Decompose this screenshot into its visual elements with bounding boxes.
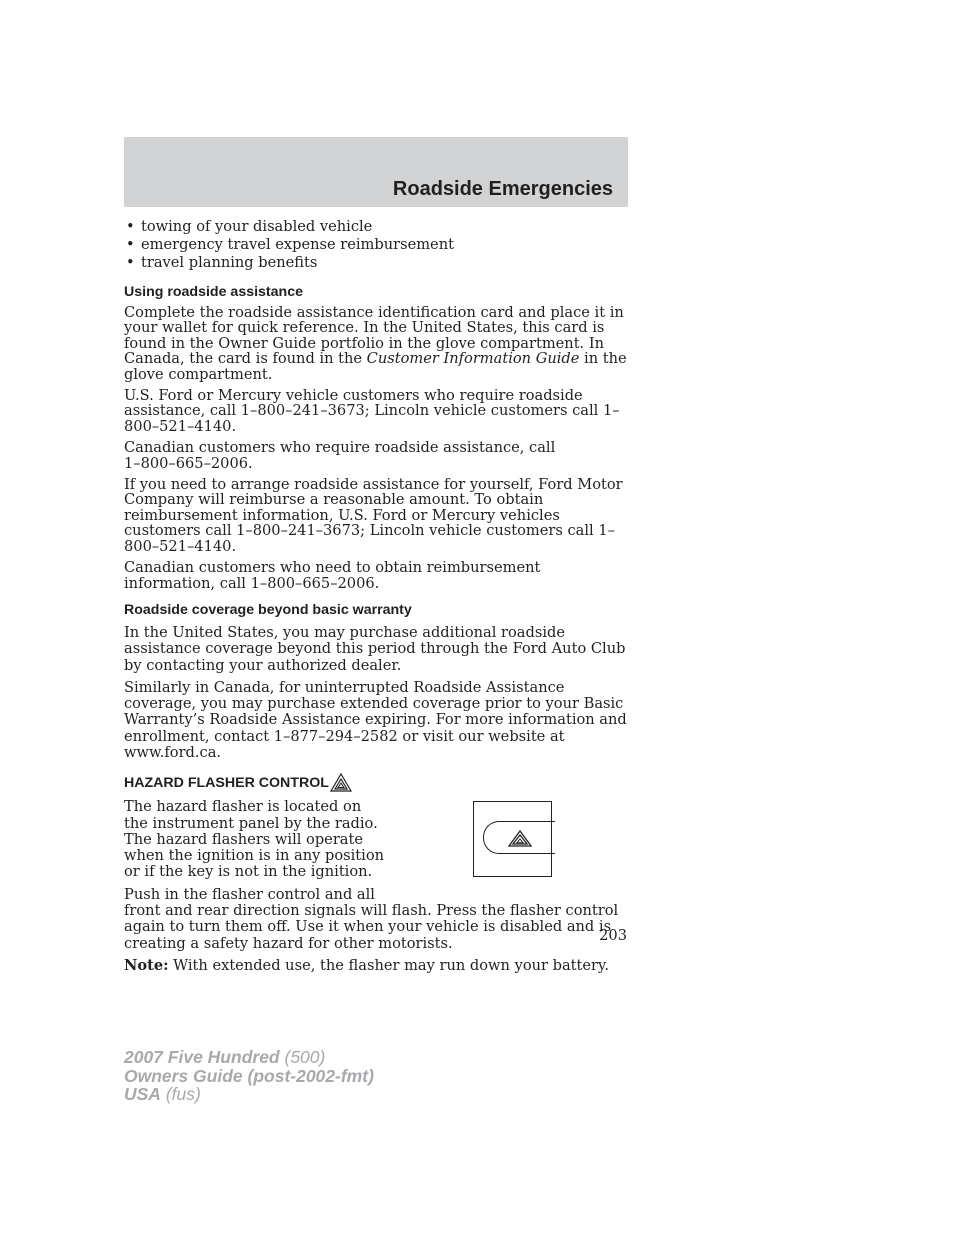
paragraph-hazard-push-rest: front and rear direction signals will flash. Press the flasher control again to turn them off. Use it when your vehicle is disabled and is creating a safety hazard for other motorists. bbox=[124, 902, 619, 952]
paragraph-canada-reimbursement: Canadian customers who need to obtain reimbursement information, call 1–800–665–2006. bbox=[124, 559, 541, 592]
footer-guide-line: Owners Guide (post-2002-fmt) bbox=[124, 1065, 374, 1086]
heading-hazard-flasher-control: HAZARD FLASHER CONTROL bbox=[124, 773, 630, 792]
paragraph-canada-coverage: Similarly in Canada, for uninterrupted Roadside Assistance coverage, you may purchase extended coverage prior to your Basic Warranty’s Roadside Assistance expiring. For more information and enrollment, contact 1–877–294–2582 or visit our website at www.ford.ca. bbox=[124, 678, 627, 761]
paragraph-us-coverage: In the United States, you may purchase additional roadside assistance coverage beyond this period through the Ford Auto Club by contacting your authorized dealer. bbox=[124, 623, 626, 674]
bullet-glyph: • bbox=[126, 236, 135, 253]
list-item bbox=[124, 218, 630, 236]
heading-using-roadside-assistance: Using roadside assistance bbox=[124, 284, 303, 300]
coverage-benefits-list bbox=[124, 218, 630, 272]
bullet-glyph: • bbox=[126, 254, 135, 271]
list-item bbox=[124, 236, 630, 254]
page-content bbox=[124, 218, 630, 979]
hazard-flasher-block bbox=[124, 799, 630, 903]
hazard-flasher-illustration bbox=[473, 801, 552, 877]
hazard-triangle-icon bbox=[508, 830, 532, 847]
paragraph-hazard-location: The hazard flasher is located on the instrument panel by the radio. The hazard flashers will operate when the ignition is in any position or if the key is not in the ignition. bbox=[124, 798, 385, 881]
guide-title: Customer Information Guide bbox=[366, 350, 580, 368]
paragraph-canada-phone: Canadian customers who require roadside assistance, call 1–800–665–2006. bbox=[124, 439, 556, 472]
page-number: 203 bbox=[599, 927, 627, 944]
footer-region-line: USA (fus) bbox=[124, 1084, 201, 1104]
section-title: Roadside Emergencies bbox=[392, 178, 613, 200]
paragraph-note: Note: With extended use, the flasher may run down your battery. bbox=[124, 956, 609, 974]
note-label: Note: bbox=[124, 956, 169, 974]
paragraph-reimbursement: If you need to arrange roadside assistance for yourself, Ford Motor Company will reimburse a reasonable amount. To obtain reimbursement information, U.S. Ford or Mercury vehicles customers call 1–800–241–3673; Lincoln vehicle customers call 1–800–521–4140. bbox=[124, 476, 623, 555]
hazard-flasher-button bbox=[483, 821, 555, 854]
list-item-text: emergency travel expense reimbursement bbox=[141, 236, 454, 253]
section-header-bar bbox=[124, 137, 628, 207]
paragraph-us-phone: U.S. Ford or Mercury vehicle customers who require roadside assistance, call 1–800–241–3673; Lincoln vehicle customers call 1–800–521–4140. bbox=[124, 387, 620, 435]
document-footer bbox=[124, 1048, 374, 1104]
list-item bbox=[124, 254, 630, 272]
bullet-glyph: • bbox=[126, 218, 135, 235]
paragraph-identification-card: Complete the roadside assistance identification card and place it in your wallet for quick reference. In the United States, this card is found in the Owner Guide portfolio in the glove compartment. In Canada, the card is found in the Customer Information Guide in the glove compartment. bbox=[124, 304, 627, 383]
list-item-text: towing of your disabled vehicle bbox=[141, 218, 373, 235]
footer-model-line: 2007 Five Hundred (500) bbox=[124, 1047, 326, 1067]
paragraph-hazard-push-start: Push in the flasher control and all bbox=[124, 885, 375, 903]
list-item-text: travel planning benefits bbox=[141, 254, 318, 271]
heading-roadside-coverage: Roadside coverage beyond basic warranty bbox=[124, 601, 412, 618]
hazard-location-text bbox=[124, 799, 386, 903]
hazard-triangle-icon bbox=[330, 773, 352, 792]
